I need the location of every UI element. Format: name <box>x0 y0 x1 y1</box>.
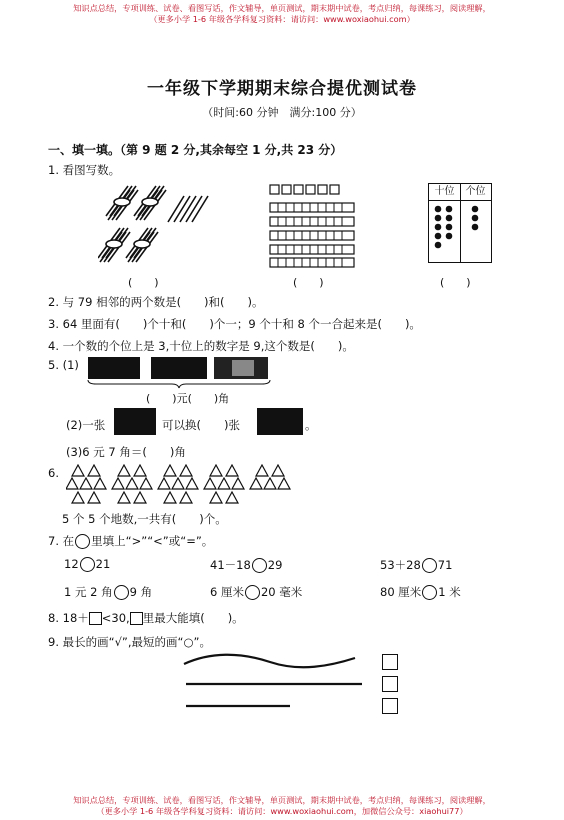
banknote-image <box>151 357 207 379</box>
q7-text-b: 里填上“>”“<”或“=”。 <box>91 534 214 548</box>
compare-item: 6 厘米 20 毫米 <box>210 585 303 599</box>
answer-box[interactable] <box>382 698 398 714</box>
box-icon <box>130 612 143 625</box>
triangle-icon <box>272 465 284 476</box>
compare-circle[interactable] <box>252 558 267 573</box>
triangle-icon <box>250 478 262 489</box>
triangle-icon <box>118 465 130 476</box>
answer-box[interactable] <box>382 654 398 670</box>
q8-text: 8. 18＋ <30, 里最大能填( )。 <box>48 611 244 625</box>
triangle-icon <box>218 478 230 489</box>
stick-bundle <box>106 186 138 220</box>
triangle-icon <box>164 492 176 503</box>
triangle-icon <box>204 478 216 489</box>
triangle-icon <box>210 492 222 503</box>
triangle-icon <box>88 465 100 476</box>
compare-circle[interactable] <box>114 585 129 600</box>
q5-part2-c: 。 <box>305 418 317 432</box>
footer-banner <box>0 795 564 817</box>
q5-answer[interactable]: ( )元( )角 <box>146 392 230 405</box>
q5-part2-b: 可以换( )张 <box>162 418 240 432</box>
banknote-image <box>214 357 268 379</box>
triangle-icon <box>226 492 238 503</box>
answer-box[interactable] <box>89 612 102 625</box>
triangle-icon <box>80 478 92 489</box>
triangles-figure <box>66 464 296 506</box>
ones-header: 个位 <box>460 184 491 201</box>
triangle-icon <box>186 478 198 489</box>
q1-answer-c[interactable]: ( ) <box>440 276 471 289</box>
header-banner <box>0 3 564 25</box>
place-value-table <box>428 183 492 263</box>
triangle-icon <box>72 492 84 503</box>
compare-item: 41－18 29 <box>210 558 283 572</box>
q9-text: 9. 最长的画“√”,最短的画“○”。 <box>48 635 211 649</box>
footer-banner-line2: （更多小学 1-6 年级各学科复习资料：请访问：www.woxiaohui.com，加微信公众号：xiaohui77） <box>96 806 468 816</box>
page-subtitle: （时间:60 分钟 满分:100 分） <box>202 106 362 119</box>
triangle-icon <box>180 465 192 476</box>
triangle-icon <box>66 478 78 489</box>
brace-icon <box>86 379 272 389</box>
q1-answer-a[interactable]: ( ) <box>128 276 159 289</box>
triangle-icon <box>278 478 290 489</box>
triangle-icon <box>140 478 152 489</box>
section-heading: 一、填一填。（第 9 题 2 分,其余每空 1 分,共 23 分） <box>48 143 343 157</box>
triangle-icon <box>232 478 244 489</box>
compare-item: 1 元 2 角 9 角 <box>64 585 153 599</box>
triangle-icon <box>134 492 146 503</box>
compare-circle[interactable] <box>80 557 95 572</box>
answer-box[interactable] <box>382 676 398 692</box>
triangle-icon <box>172 478 184 489</box>
q3-text: 3. 64 里面有( )个十和( )个一；9 个十和 8 个一合起来是( )。 <box>48 317 421 331</box>
footer-banner-line1: 知识点总结，专项训练、试卷，看图写话，作文辅导，单页测试，期末期中试卷，考点归纳，每课练习，阅读理解， <box>73 795 491 805</box>
q1-text: 1. 看图写数。 <box>48 163 121 177</box>
compare-item: 80 厘米 1 米 <box>380 585 461 599</box>
compare-circle[interactable] <box>245 585 260 600</box>
triangle-icon <box>94 478 106 489</box>
compare-circle[interactable] <box>422 585 437 600</box>
compare-item: 53＋28 71 <box>380 558 453 572</box>
q5-label: 5. (1) <box>48 358 79 372</box>
triangle-icon <box>158 478 170 489</box>
triangle-icon <box>180 492 192 503</box>
tens-header: 十位 <box>429 184 461 201</box>
compare-item: 12 21 <box>64 557 111 571</box>
triangle-icon <box>264 478 276 489</box>
triangle-icon <box>210 465 222 476</box>
q6-text: 5 个 5 个地数,一共有( )个。 <box>62 512 227 526</box>
q7-text-a: 7. 在 <box>48 534 75 548</box>
q7-text <box>48 533 213 549</box>
triangle-icon <box>118 492 130 503</box>
q5-part3: (3)6 元 7 角＝( )角 <box>66 445 186 459</box>
triangle-icon <box>134 465 146 476</box>
compare-circle[interactable] <box>422 558 437 573</box>
squares-figure <box>268 183 360 269</box>
circle-blank-icon <box>75 534 90 549</box>
triangle-icon <box>256 465 268 476</box>
bead-dots <box>429 202 491 260</box>
stick-bundles-figure <box>98 182 218 272</box>
stick-bundle <box>134 186 166 220</box>
triangle-icon <box>88 492 100 503</box>
lines-figure <box>180 650 380 714</box>
triangle-icon <box>72 465 84 476</box>
q6-label: 6. <box>48 466 59 480</box>
triangle-icon <box>164 465 176 476</box>
q5-part2-a: (2)一张 <box>66 418 106 432</box>
wavy-line <box>184 655 355 668</box>
triangle-icon <box>112 478 124 489</box>
q2-text: 2. 与 79 相邻的两个数是( )和( )。 <box>48 295 264 309</box>
triangle-icon <box>226 465 238 476</box>
banknote-image <box>88 357 140 379</box>
q4-text: 4. 一个数的个位上是 3,十位上的数字是 9,这个数是( )。 <box>48 339 354 353</box>
triangle-icon <box>126 478 138 489</box>
header-banner-line2: （更多小学 1-6 年级各学科复习资料：请访问：www.woxiaohui.com） <box>149 14 415 24</box>
stick-bundle <box>126 228 158 262</box>
single-sticks <box>168 196 208 222</box>
header-banner-line1: 知识点总结，专项训练、试卷、看图写话，作文辅导，单页测试，期末期中试卷，考点归纳，每课练习，阅读理解， <box>73 3 491 13</box>
banknote-image <box>257 408 303 435</box>
page-title: 一年级下学期期末综合提优测试卷 <box>147 79 417 99</box>
stick-bundle <box>98 228 130 262</box>
banknote-image <box>114 408 156 435</box>
q1-answer-b[interactable]: ( ) <box>293 276 324 289</box>
